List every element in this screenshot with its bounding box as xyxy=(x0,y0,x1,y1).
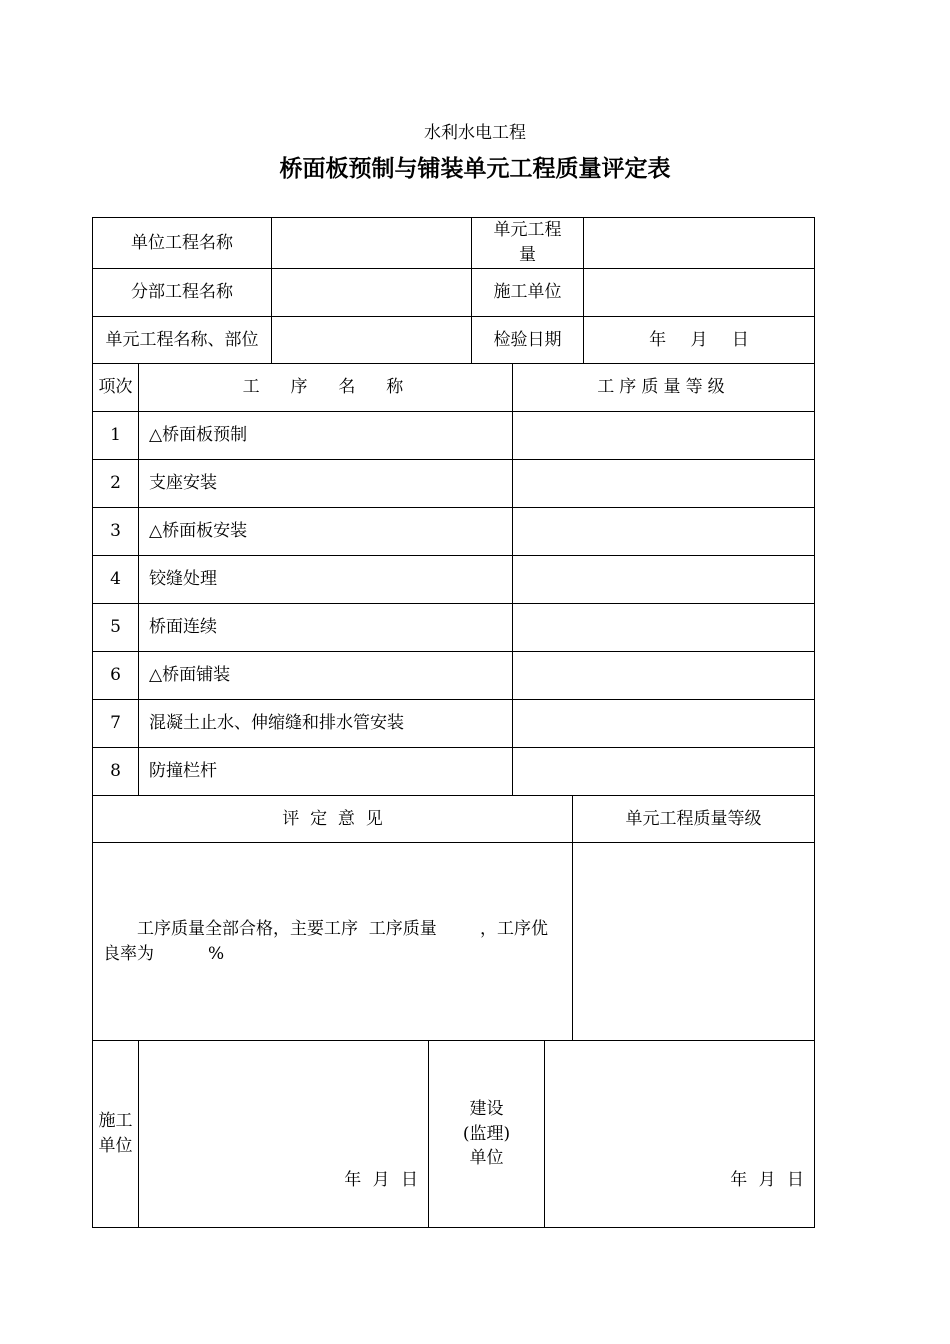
row-grade-field[interactable] xyxy=(512,747,815,796)
col-no-header: 项次 xyxy=(92,363,139,412)
unit-project-name-label: 单位工程名称 xyxy=(92,217,272,269)
construction-unit-sign-label xyxy=(92,1040,139,1228)
row-no: 4 xyxy=(92,555,139,604)
unit-grade-field[interactable] xyxy=(572,842,815,1041)
page-subtitle: 水利水电工程 xyxy=(424,123,526,143)
col-name-header: 工 序 名 称 xyxy=(138,363,513,412)
row-grade-field[interactable] xyxy=(512,651,815,700)
construction-unit-field[interactable] xyxy=(583,268,815,317)
row-process-name: 桥面连续 xyxy=(138,603,513,652)
row-grade-field[interactable] xyxy=(512,555,815,604)
inspection-date-field[interactable]: 年 月 日 xyxy=(583,316,815,364)
supervision-label-line2: (监理) xyxy=(462,1123,511,1144)
opinion-label: 评 定 意 见 xyxy=(92,795,573,843)
unit-project-name-field[interactable] xyxy=(271,217,472,269)
row-grade-field[interactable] xyxy=(512,507,815,556)
opinion-text[interactable]: 工序质量全部合格，主要工序 工序质量 ，工序优良率为 % xyxy=(92,842,573,1041)
row-no: 6 xyxy=(92,651,139,700)
construction-date: 年 月 日 xyxy=(344,1170,418,1191)
row-process-name: 混凝土止水、伸缩缝和排水管安装 xyxy=(138,699,513,748)
row-grade-field[interactable] xyxy=(512,411,815,460)
supervision-sign-area[interactable] xyxy=(544,1040,815,1228)
supervision-label-line1: 建设 xyxy=(469,1099,504,1120)
row-process-name: △桥面铺装 xyxy=(138,651,513,700)
row-no: 2 xyxy=(92,459,139,508)
construction-label-line2: 单位 xyxy=(98,1136,133,1156)
row-no: 1 xyxy=(92,411,139,460)
row-no: 5 xyxy=(92,603,139,652)
row-process-name: △桥面板预制 xyxy=(138,411,513,460)
row-process-name: 支座安装 xyxy=(138,459,513,508)
evaluation-form xyxy=(92,217,815,1228)
row-no: 8 xyxy=(92,747,139,796)
grade-label: 单元工程质量等级 xyxy=(572,795,815,843)
construction-label-line1: 施工 xyxy=(98,1111,133,1132)
row-grade-field[interactable] xyxy=(512,603,815,652)
row-process-name: △桥面板安装 xyxy=(138,507,513,556)
inspection-date-label: 检验日期 xyxy=(471,316,584,364)
unit-project-qty-field[interactable] xyxy=(583,217,815,269)
supervision-date: 年 月 日 xyxy=(730,1170,804,1191)
construction-sign-area[interactable] xyxy=(138,1040,429,1228)
supervision-unit-sign-label xyxy=(428,1040,545,1228)
page-title: 桥面板预制与铺装单元工程质量评定表 xyxy=(279,156,671,182)
col-grade-header: 工序质量等级 xyxy=(512,363,815,412)
row-process-name: 铰缝处理 xyxy=(138,555,513,604)
division-project-name-field[interactable] xyxy=(271,268,472,317)
row-grade-field[interactable] xyxy=(512,699,815,748)
construction-unit-label: 施工单位 xyxy=(471,268,584,317)
supervision-label-line3: 单位 xyxy=(469,1148,504,1169)
division-project-name-label: 分部工程名称 xyxy=(92,268,272,317)
row-process-name: 防撞栏杆 xyxy=(138,747,513,796)
element-name-field[interactable] xyxy=(271,316,472,364)
row-no: 7 xyxy=(92,699,139,748)
row-grade-field[interactable] xyxy=(512,459,815,508)
element-name-label: 单元工程名称、部位 xyxy=(92,316,272,364)
unit-project-qty-label: 单元工程量 xyxy=(471,217,584,269)
row-no: 3 xyxy=(92,507,139,556)
